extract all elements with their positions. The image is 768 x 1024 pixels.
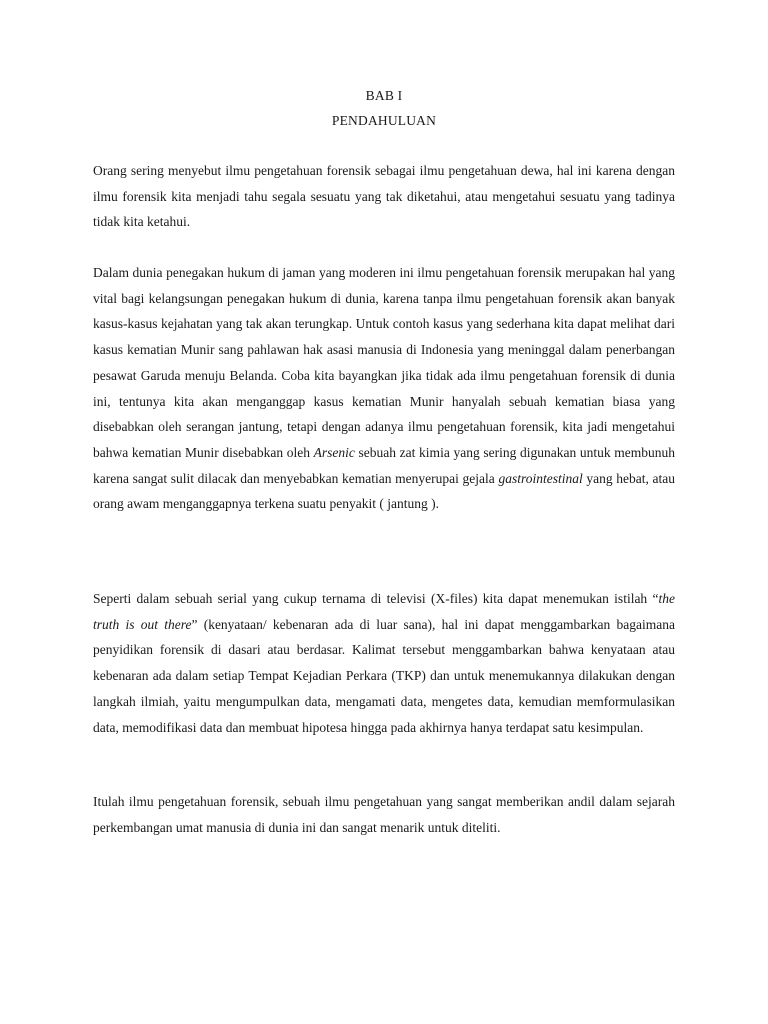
- paragraph-3-text-a: Seperti dalam sebuah serial yang cukup ternama di televisi (X-files) kita dapat menemukan istilah “: [93, 591, 659, 606]
- paragraph-2-text-a: Dalam dunia penegakan hukum di jaman yang moderen ini ilmu pengetahuan forensik merupakan hal yang vital bagi kelangsungan penegakan hukum di dunia, karena tanpa ilmu pengetahuan forensik akan banyak kasus-kasus kejahatan yang tak akan terungkap. Untuk contoh kasus yang sederhana kita dapat melihat dari kasus kematian Munir sang pahlawan hak asasi manusia di Indonesia yang meninggal dalam penerbangan pesawat Garuda menuju Belanda. Coba kita bayangkan jika tidak ada ilmu pengetahuan forensik di dunia ini, tentunya kita akan menganggap kasus kematian Munir hanyalah sebuah kematian biasa yang disebabkan oleh serangan jantung, tetapi dengan adanya ilmu pengetahuan forensik, kita jadi mengetahui bahwa kematian Munir disebabkan oleh: [93, 265, 675, 460]
- paragraph-2: [93, 260, 675, 517]
- paragraph-4-text: Itulah ilmu pengetahuan forensik, sebuah ilmu pengetahuan yang sangat memberikan andil dalam sejarah perkembangan umat manusia di dunia ini dan sangat menarik untuk diteliti.: [93, 794, 675, 835]
- paragraph-1-text: Orang sering menyebut ilmu pengetahuan forensik sebagai ilmu pengetahuan dewa, hal ini karena dengan ilmu forensik kita menjadi tahu segala sesuatu yang tak diketahui, atau mengetahui sesuatu yang tadinya tidak kita ketahui.: [93, 163, 675, 230]
- paragraph-1: [93, 158, 675, 235]
- paragraph-2-text-b: sebuah zat kimia yang sering digunakan untuk membunuh karena sangat sulit dilacak dan menyebabkan kematian menyerupai gejala: [93, 444, 675, 486]
- paragraph-3-italic-quote: the truth is out there: [93, 591, 675, 632]
- paragraph-2-italic-gastrointestinal: gastrointestinal: [498, 470, 583, 486]
- chapter-heading: BAB I: [365, 88, 403, 103]
- paragraph-2-text-c: yang hebat, atau orang awam menganggapnya terkena suatu penyakit ( jantung ).: [93, 470, 675, 512]
- paragraph-3-text-b: ” (kenyataan/ kebenaran ada di luar sana), hal ini dapat menggambarkan bagaimana penyidikan forensik di dasari atau berdasar. Kalimat tersebut menggambarkan bahwa kenyataan atau kebenaran ada dalam setiap Tempat Kejadian Perkara (TKP) dan untuk menemukannya dilakukan dengan langkah ilmiah, yaitu mengumpulkan data, mengamati data, mengetes data, kemudian memformulasikan data, memodifikasi data dan membuat hipotesa hingga pada akhirnya hanya terdapat satu kesimpulan.: [93, 616, 675, 735]
- paragraph-3: [93, 586, 675, 740]
- paragraph-2-italic-arsenic: Arsenic: [313, 444, 355, 460]
- paragraph-4: [93, 789, 675, 840]
- chapter-title: PENDAHULUAN: [331, 113, 437, 128]
